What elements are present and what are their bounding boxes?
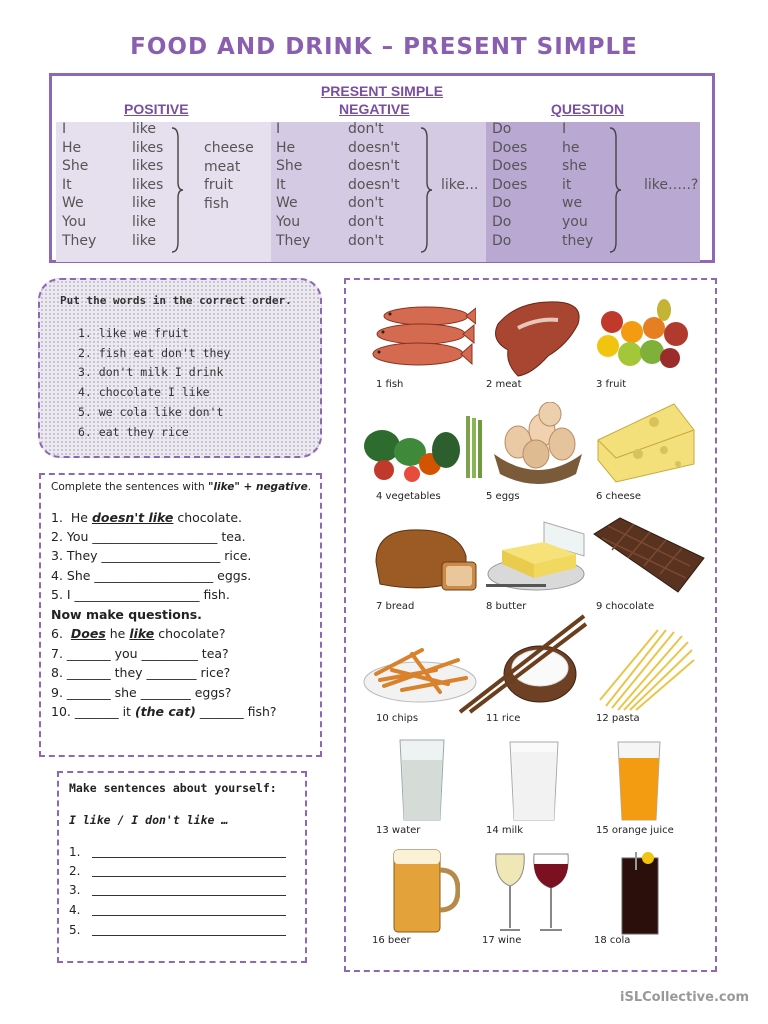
list-item: 3. don't milk I drink — [78, 365, 224, 380]
pasta-picture — [596, 626, 696, 712]
caption: 8 butter — [486, 601, 527, 612]
water-picture — [396, 736, 448, 824]
caption: 14 milk — [486, 825, 523, 836]
list-item: 1. like we fruit — [78, 326, 189, 340]
caption: 10 chips — [376, 713, 419, 724]
caption: 6 cheese — [596, 491, 642, 502]
questions-heading: Now make questions. — [51, 607, 202, 622]
question-10: 10. _______ it (the cat) _______ fish? — [51, 704, 277, 719]
about-yourself-prompt: I like / I don't like … — [69, 813, 229, 827]
about-yourself-exercise — [57, 771, 307, 963]
caption: 16 beer — [372, 935, 411, 946]
question-aux: Do Does Does Does Do Do Do — [492, 121, 528, 249]
answer-number: 4. — [69, 903, 81, 917]
caption: 15 orange juice — [596, 825, 674, 836]
caption: 3 fruit — [596, 379, 627, 390]
caption: 11 rice — [486, 713, 521, 724]
beer-picture — [390, 846, 460, 936]
sentence-5: 5. I ____________________ fish. — [51, 587, 230, 602]
question-6: 6. Does he like chocolate? — [51, 626, 226, 641]
negative-brace — [419, 126, 433, 254]
footer-brand: iSLCollective.com — [620, 990, 750, 1005]
complete-sentences-exercise — [39, 473, 322, 757]
answer-line-4[interactable] — [92, 915, 286, 916]
orange-juice-picture — [614, 738, 664, 824]
wine-picture — [492, 850, 572, 936]
positive-verbs: like likes likes likes like like like — [132, 121, 164, 249]
answer-number: 2. — [69, 864, 81, 878]
negative-tail: like... — [441, 177, 479, 193]
list-item: 5. we cola like don't — [78, 404, 224, 419]
vegetables-picture — [362, 412, 492, 486]
word-order-list — [78, 324, 230, 442]
word-order-title: Put the words in the correct order. — [60, 294, 292, 307]
sentence-4: 4. She ___________________ eggs. — [51, 568, 252, 583]
about-yourself-title: Make sentences about yourself: — [69, 781, 277, 795]
answer-number: 5. — [69, 923, 81, 937]
positive-pronouns: I He She It We You They — [62, 121, 97, 249]
question-brace — [608, 126, 622, 254]
caption: 18 cola — [594, 935, 631, 946]
caption: 1 fish — [376, 379, 404, 390]
question-9: 9. _______ she ________ eggs? — [51, 685, 232, 700]
sentence-1: 1. He doesn't like chocolate. — [51, 510, 243, 525]
rice-picture — [458, 610, 588, 714]
caption: 13 water — [376, 825, 421, 836]
page-title: FOOD AND DRINK – PRESENT SIMPLE — [130, 34, 638, 60]
positive-objects: cheese meat fruit fish — [204, 140, 254, 212]
eggs-picture — [488, 402, 588, 486]
list-item: 6. eat they rice — [78, 424, 189, 439]
bread-picture — [370, 522, 480, 596]
answer-number: 1. — [69, 845, 81, 859]
sentence-2: 2. You ____________________ tea. — [51, 529, 246, 544]
grammar-table — [49, 73, 715, 263]
cheese-picture — [594, 400, 696, 484]
negative-heading: NEGATIVE — [339, 101, 410, 117]
caption: 17 wine — [482, 935, 522, 946]
negative-pronouns: I He She It We You They — [276, 121, 311, 249]
meat-picture — [488, 294, 588, 380]
answer-line-3[interactable] — [92, 895, 286, 896]
caption: 4 vegetables — [376, 491, 441, 502]
question-tail: like…..? — [644, 177, 699, 193]
milk-picture — [506, 738, 562, 824]
sentence-3: 3. They ___________________ rice. — [51, 548, 252, 563]
cola-picture — [618, 850, 662, 936]
positive-heading: POSITIVE — [124, 101, 189, 117]
caption: 9 chocolate — [596, 601, 655, 612]
answer-line-1[interactable] — [92, 857, 286, 858]
negative-verbs: don't doesn't doesn't doesn't don't don't don't — [348, 121, 400, 249]
answer-number: 3. — [69, 883, 81, 897]
grammar-heading: PRESENT SIMPLE — [320, 83, 444, 99]
answer-line-2[interactable] — [92, 876, 286, 877]
caption: 5 eggs — [486, 491, 520, 502]
question-heading: QUESTION — [551, 101, 625, 117]
butter-picture — [484, 516, 588, 596]
fish-picture — [366, 294, 476, 376]
fruit-picture — [590, 294, 695, 376]
caption: 7 bread — [376, 601, 415, 612]
answer-line-5[interactable] — [92, 935, 286, 936]
chocolate-picture — [590, 514, 706, 598]
caption: 2 meat — [486, 379, 522, 390]
word-order-exercise — [38, 278, 322, 458]
list-item: 4. chocolate I like — [78, 385, 210, 400]
question-pronouns: I he she it we you they — [562, 121, 594, 249]
caption: 12 pasta — [596, 713, 640, 724]
question-7: 7. _______ you _________ tea? — [51, 646, 229, 661]
food-pictures-panel — [344, 278, 717, 972]
complete-instruction: Complete the sentences with "like" + negative. — [51, 481, 312, 493]
positive-brace — [170, 126, 184, 254]
question-8: 8. _______ they ________ rice? — [51, 665, 231, 680]
list-item: 2. fish eat don't they — [78, 345, 231, 360]
